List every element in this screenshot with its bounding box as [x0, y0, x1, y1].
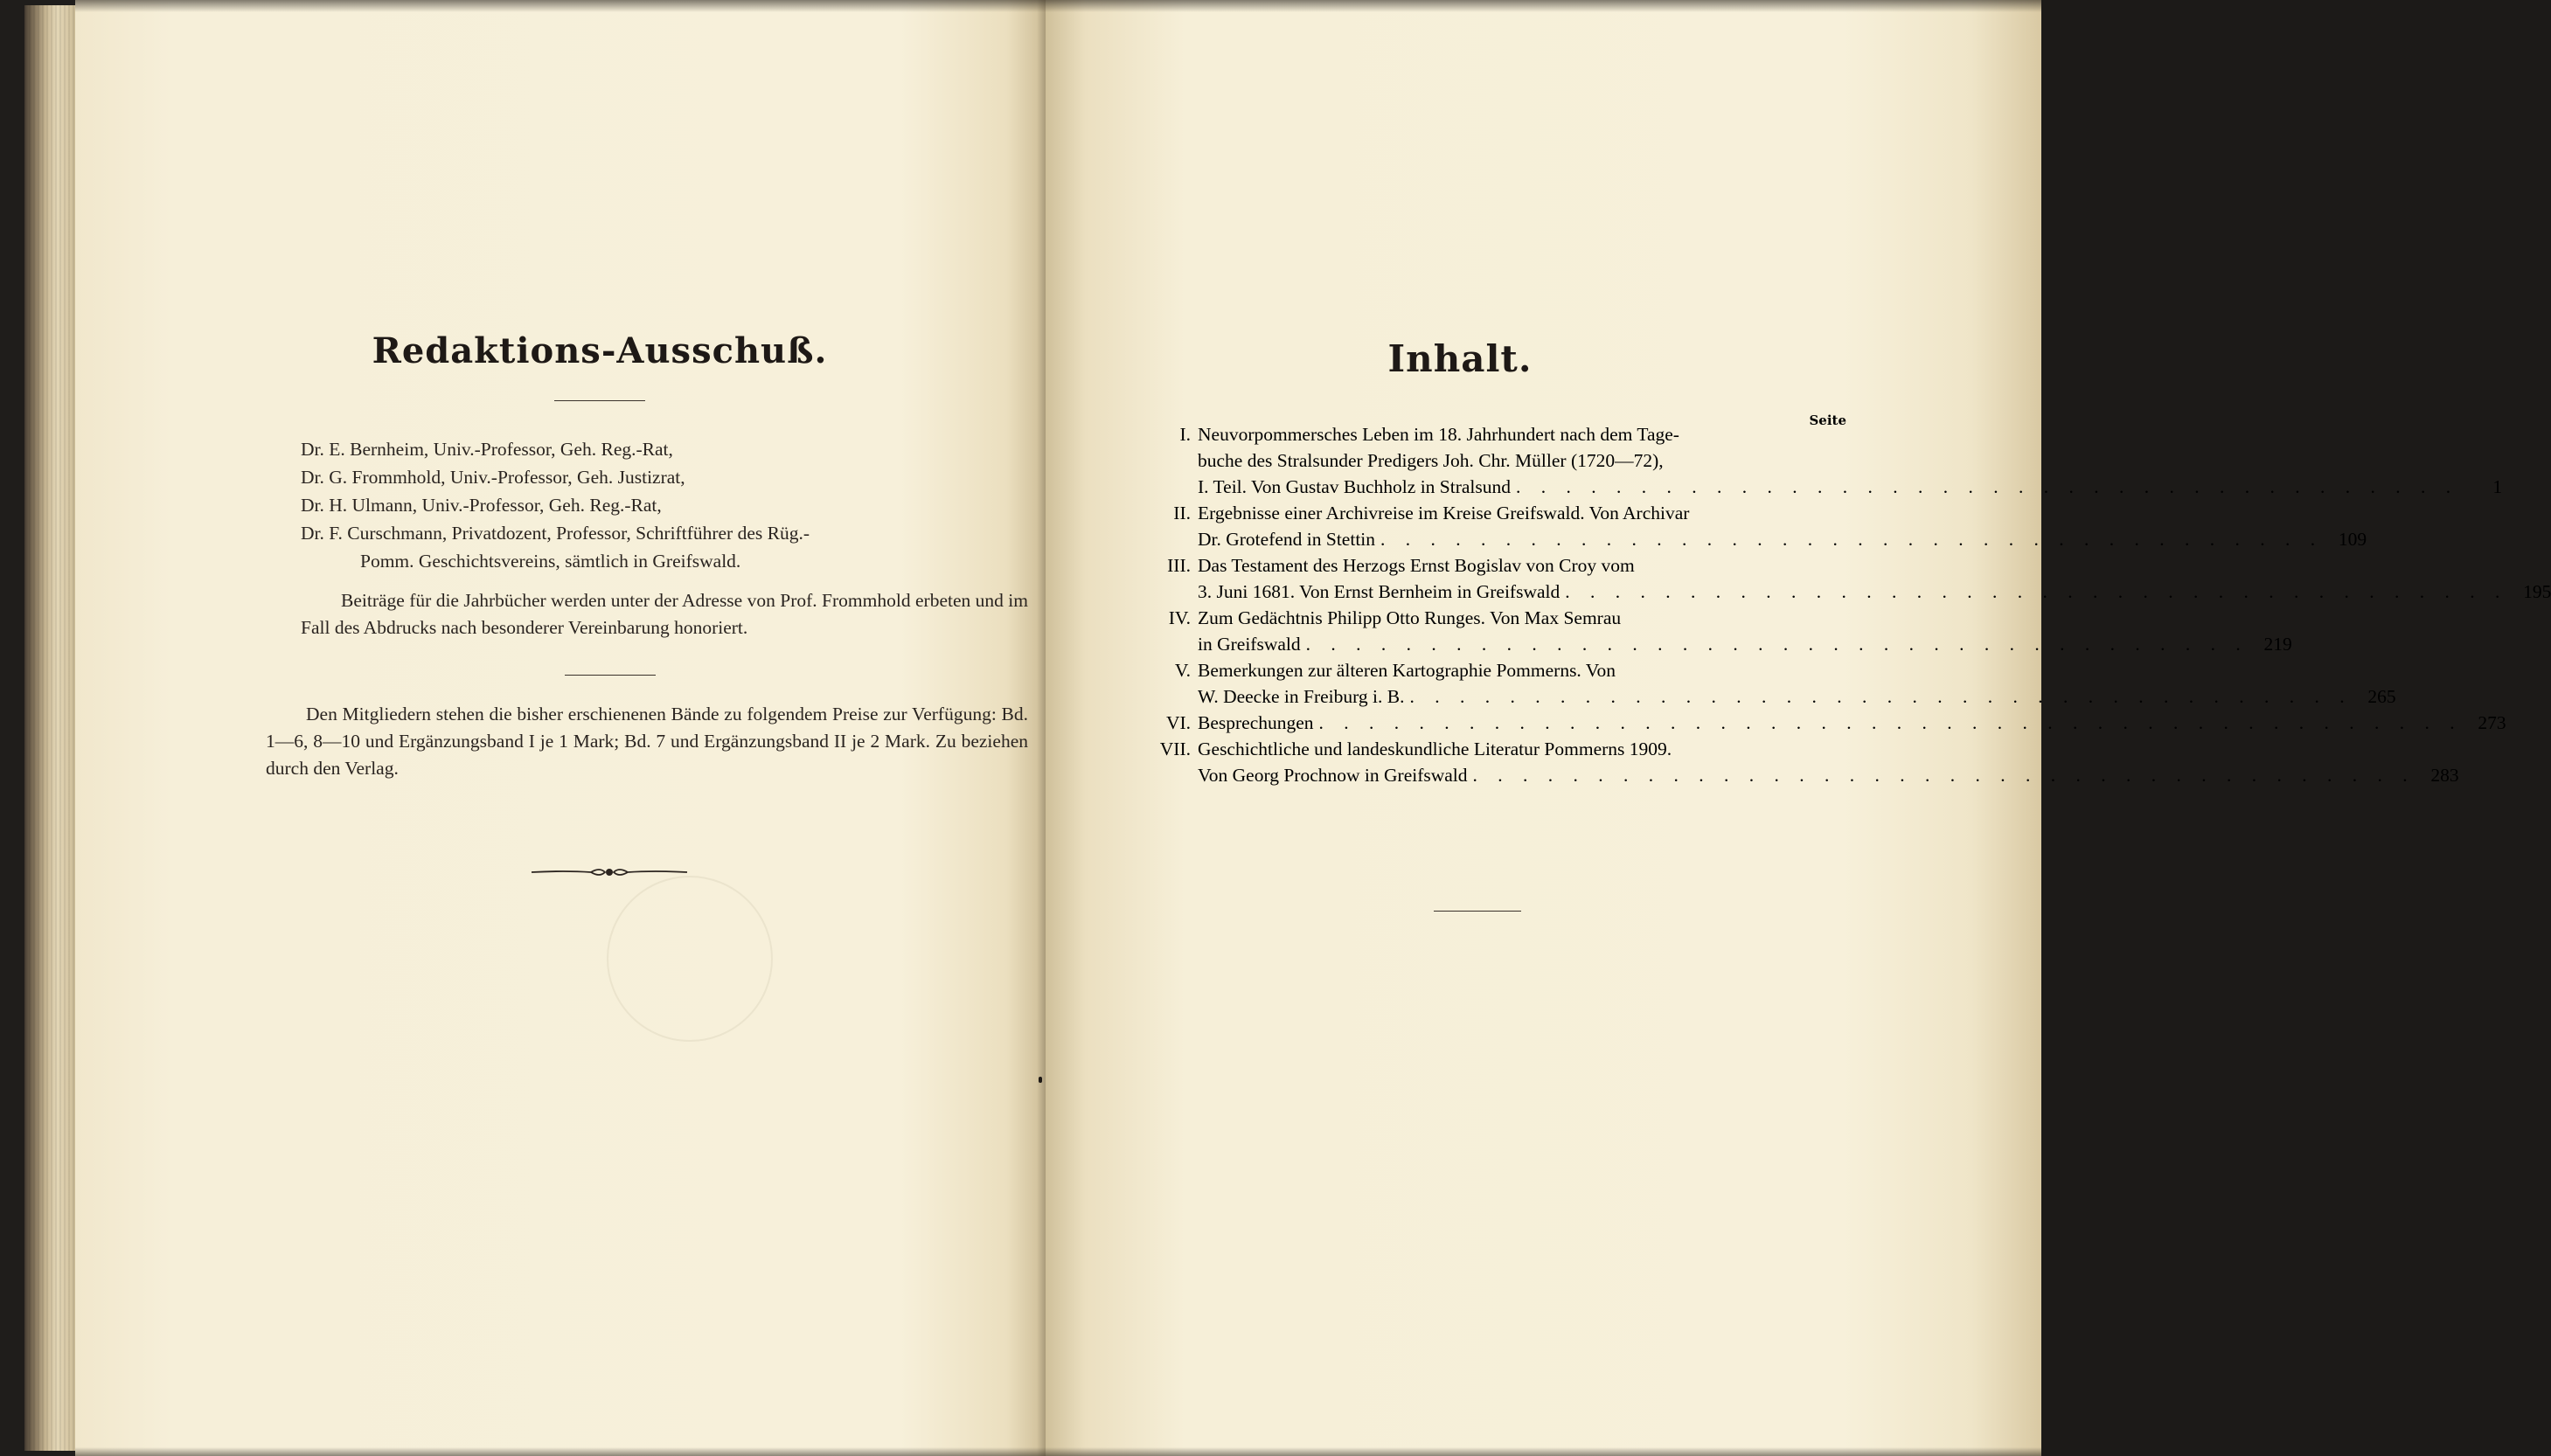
toc-entry-number: VII.: [1159, 738, 1191, 759]
toc-entry-number: I.: [1179, 424, 1191, 445]
toc-page-number: 109: [2338, 529, 2367, 550]
committee-heading: Redaktions-Ausschuß.: [372, 330, 828, 371]
toc-entry-text: in Greifswald: [1198, 634, 1301, 655]
left-page: [75, 0, 1046, 1456]
section-rule: [565, 675, 656, 676]
paper-speck: [1039, 1077, 1042, 1083]
toc-page-number: 1: [2492, 476, 2503, 497]
member-line: Dr. E. Bernheim, Univ.-Professor, Geh. Reg.-Rat,: [301, 439, 673, 460]
toc-entry-number: III.: [1167, 555, 1191, 576]
toc-entry: [1147, 657, 2396, 710]
member-line: Pomm. Geschichtsvereins, sämtlich in Greifswald.: [360, 551, 741, 572]
contents-heading: Inhalt.: [1387, 337, 1533, 380]
dot-leader: . . . . . . . . . . . . . . . . . . . . . . . . . . . . . . . . . . . . . .: [1380, 529, 2324, 550]
toc-entry: [1147, 500, 2367, 552]
toc-entry-text: Besprechungen: [1198, 712, 1314, 733]
toc-entry-text: buche des Stralsunder Predigers Joh. Chr. Müller (1720—72),: [1198, 450, 1664, 471]
toc-entry-number: V.: [1174, 660, 1191, 681]
dot-leader: . . . . . . . . . . . . . . . . . . . . . . . . . . . . . . . . . . . . . . . . . . . . . .: [1318, 712, 2463, 733]
toc-entry-number: II.: [1173, 503, 1191, 523]
toc-entry-text: Geschichtliche und landeskundliche Literatur Pommerns 1909.: [1198, 738, 1672, 759]
toc-page-number: 273: [2478, 712, 2506, 733]
toc-entry-text: Bemerkungen zur älteren Kartographie Pommerns. Von: [1198, 660, 1616, 681]
faint-stamp: [607, 876, 773, 1042]
toc-page-number: 265: [2367, 686, 2396, 707]
dot-leader: . . . . . . . . . . . . . . . . . . . . . . . . . . . . . . . . . . . . . .: [1305, 634, 2249, 655]
toc-entry-text: Neuvorpommersches Leben im 18. Jahrhundert nach dem Tage-: [1198, 424, 1679, 445]
contributions-note: Beiträge für die Jahrbücher werden unter der Adresse von Prof. Frommhold erbeten und im Fall des Abdrucks nach besonderer Vereinbarung honoriert.: [301, 590, 1028, 638]
toc-entry-text: I. Teil. Von Gustav Buchholz in Stralsund: [1198, 476, 1512, 497]
member-line: Dr. H. Ulmann, Univ.-Professor, Geh. Reg.-Rat,: [301, 495, 662, 516]
page-column-label: Seite: [1809, 413, 1846, 428]
toc-entry-text: Zum Gedächtnis Philipp Otto Runges. Von Max Semrau: [1198, 607, 1622, 628]
dot-leader: . . . . . . . . . . . . . . . . . . . . . . . . . . . . . . . . . . . . . .: [1409, 686, 2353, 707]
contents-end-rule: [1434, 911, 1521, 912]
table-of-contents: [1147, 413, 2551, 788]
toc-entry-number: VI.: [1165, 712, 1191, 733]
toc-page-number: 195: [2523, 581, 2551, 602]
toc-entry: [1147, 736, 2459, 788]
member-line: Dr. F. Curschmann, Privatdozent, Professor, Schriftführer des Rüg.-: [301, 523, 810, 544]
toc-entry: [1147, 710, 2506, 736]
dot-leader: . . . . . . . . . . . . . . . . . . . . . . . . . . . . . . . . . . . . . .: [1472, 765, 2415, 786]
toc-entry-text: W. Deecke in Freiburg i. B.: [1198, 686, 1405, 707]
toc-entry-text: Das Testament des Herzogs Ernst Bogislav von Croy vom: [1198, 555, 1635, 576]
toc-entry-text: Ergebnisse einer Archivreise im Kreise Greifswald. Von Archivar: [1198, 503, 1690, 523]
ornament-divider: [530, 863, 689, 881]
member-line: Dr. G. Frommhold, Univ.-Professor, Geh. Justizrat,: [301, 467, 685, 488]
toc-entry-number: IV.: [1168, 607, 1191, 628]
toc-entry: [1147, 605, 2292, 657]
toc-page-number: 219: [2263, 634, 2292, 655]
members-note: Den Mitgliedern stehen die bisher erschienenen Bände zu folgendem Preise zur Verfügung: Bd. 1—6, 8—10 und Ergänzungsband I je 1 Mark; Bd. 7 und Ergänzungsband II je 2 Mark. Zu beziehen durch den Verlag.: [266, 704, 1028, 779]
committee-members: [301, 435, 930, 575]
toc-entry-text: Von Georg Prochnow in Greifswald: [1198, 765, 1468, 786]
toc-page-number: 283: [2430, 765, 2459, 786]
dot-leader: . . . . . . . . . . . . . . . . . . . . . . . . . . . . . . . . . . . . . .: [1516, 476, 2459, 497]
toc-entry-text: Dr. Grotefend in Stettin: [1198, 529, 1376, 550]
heading-rule: [554, 400, 645, 401]
toc-entry: [1147, 421, 2503, 500]
dot-leader: . . . . . . . . . . . . . . . . . . . . . . . . . . . . . . . . . . . . . .: [1565, 581, 2508, 602]
toc-entry: [1147, 552, 2551, 605]
toc-entry-text: 3. Juni 1681. Von Ernst Bernheim in Greifswald: [1198, 581, 1560, 602]
page-block-edges: [24, 5, 79, 1451]
